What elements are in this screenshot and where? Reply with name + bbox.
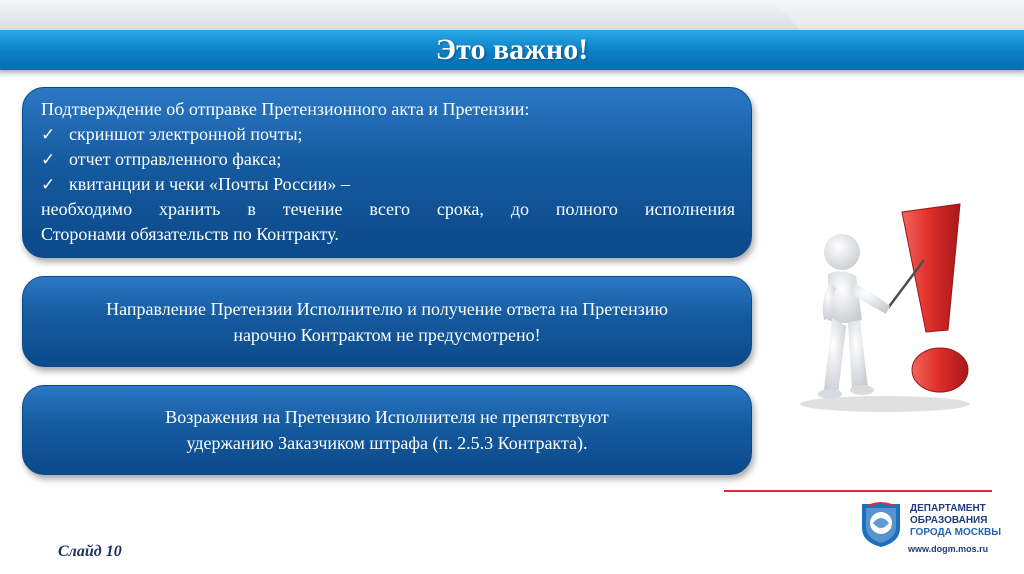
department-emblem-icon xyxy=(858,498,904,548)
objections-text xyxy=(165,404,608,456)
confirmation-conclusion-line-2: Сторонами обязательств по Контракту. xyxy=(41,224,339,244)
check-icon: ✓ xyxy=(41,175,56,194)
checklist-item xyxy=(41,122,735,147)
checklist-item-text: квитанции и чеки «Почты России» – xyxy=(69,174,350,194)
confirmation-intro: Подтверждение об отправке Претензионного акта и Претензии: xyxy=(41,99,530,119)
page-title: Это важно! xyxy=(435,33,589,66)
objections-card xyxy=(22,385,752,475)
exclamation-mark-icon xyxy=(902,204,968,392)
title-bar-shadow xyxy=(0,70,1024,78)
figure-body xyxy=(818,234,924,399)
checklist-item-text: отчет отправленного факса; xyxy=(69,149,282,169)
brand-name xyxy=(910,503,1001,539)
brand-line-2: ОБРАЗОВАНИЯ xyxy=(910,515,988,526)
checklist-item xyxy=(41,172,735,197)
checklist-item xyxy=(41,147,735,172)
checklist-item-text: скриншот электронной почты; xyxy=(69,124,303,144)
direction-line-1: Направление Претензии Исполнителю и получение ответа на Претензию xyxy=(106,298,668,319)
confirmation-conclusion-line-1: необходимо хранить в течение всего срока, до полного исполнения xyxy=(41,199,735,219)
top-strip xyxy=(0,0,1024,30)
direction-text xyxy=(106,296,668,348)
stick-figure-with-pointer xyxy=(790,190,990,420)
slide-number: Слайд 10 xyxy=(58,543,122,560)
direction-line-2: нарочно Контрактом не предусмотрено! xyxy=(233,324,541,345)
brand-url: www.dogm.mos.ru xyxy=(908,544,989,554)
confirmation-card xyxy=(22,87,752,258)
brand-line-1: ДЕПАРТАМЕНТ xyxy=(910,503,986,514)
brand-divider xyxy=(724,490,992,492)
direction-card xyxy=(22,276,752,367)
check-icon: ✓ xyxy=(41,125,56,144)
brand-line-3: ГОРОДА МОСКВЫ xyxy=(910,527,1002,538)
top-strip-tab xyxy=(0,4,800,30)
objections-line-2: удержанию Заказчиком штрафа (п. 2.5.3 Контракта). xyxy=(186,433,588,453)
objections-line-1: Возражения на Претензию Исполнителя не препятствуют xyxy=(165,407,609,427)
check-icon: ✓ xyxy=(41,150,56,169)
